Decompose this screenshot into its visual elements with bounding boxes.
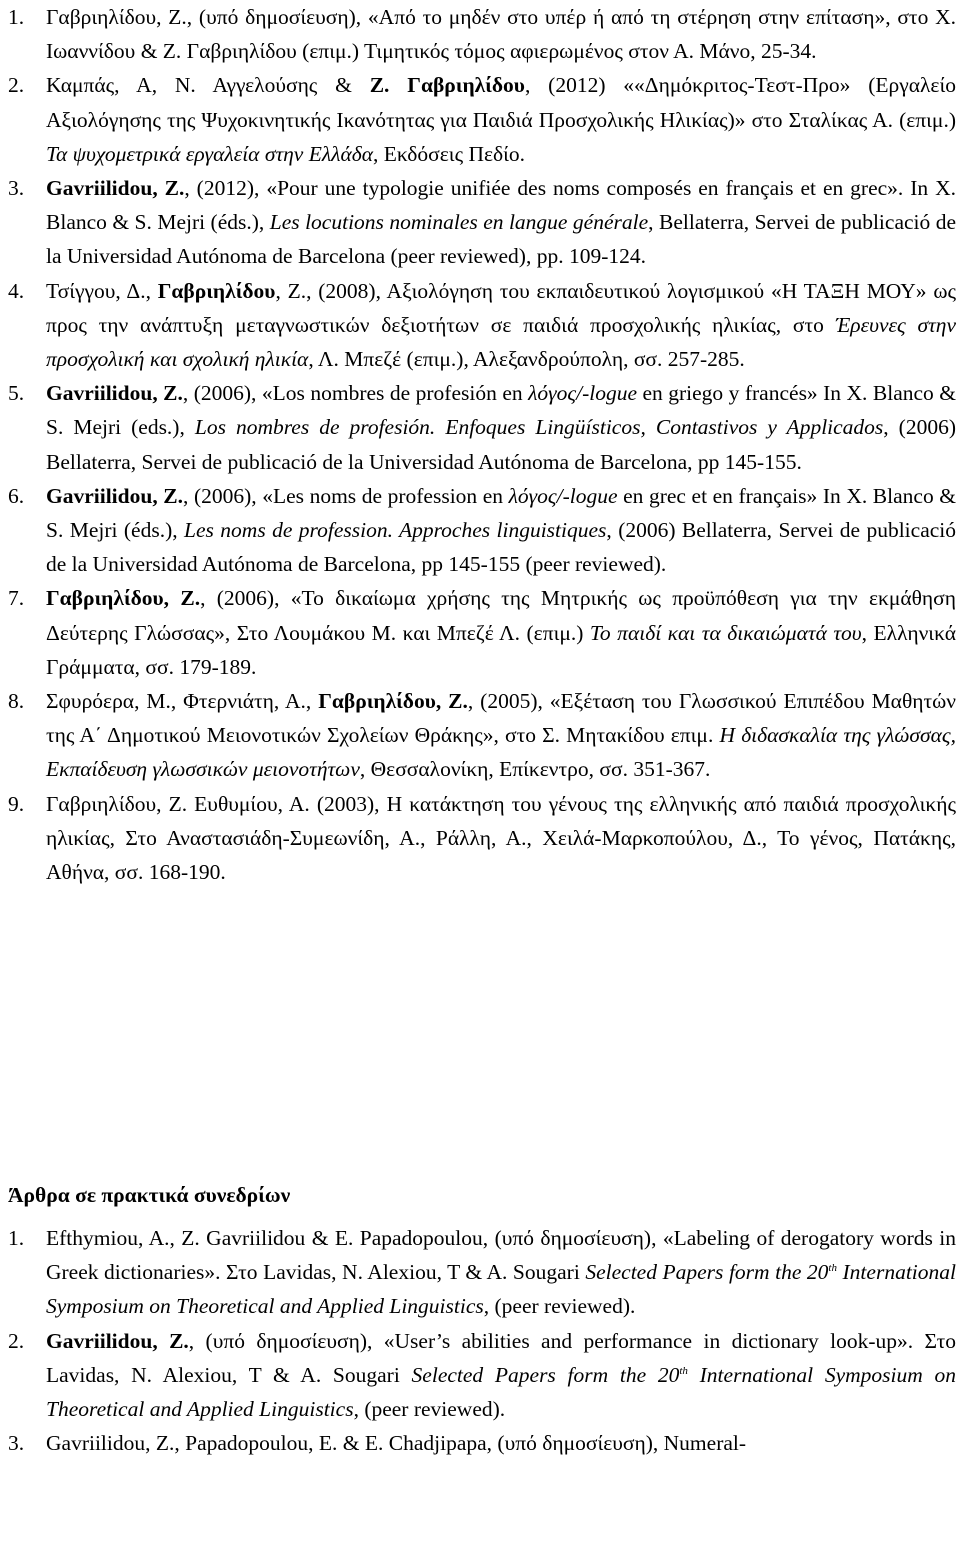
reference-number: 5. <box>8 381 25 406</box>
reference-text: , (2006), «Το δικαίωμα χρήσης της Μητρικής ως προϋπόθεση για την εκμάθηση Δεύτερης Γλώσσας», Στο Λουμάκου Μ. και Μπεζέ Λ. (επιμ.) <box>46 586 957 645</box>
reference-item <box>8 0 956 68</box>
publication-title: Το παιδί και τα δικαιώματά του <box>589 620 862 645</box>
reference-number: 9. <box>8 791 25 816</box>
reference-item <box>8 68 956 171</box>
reference-text: , (2006) Bellaterra, Servei de publicació de la Universidad Autónoma de Barcelona, pp 145-155 (peer reviewed). <box>46 518 957 577</box>
reference-item <box>8 1221 956 1324</box>
reference-number: 1. <box>8 1226 25 1250</box>
reference-text: Efthymiou, A., Z. Gavriilidou & E. Papadopoulou, (υπό δημοσίευση), «Labeling of derogatory words in Greek dictionaries». Στο Lavidas, N. Alexiou, T & A. Sougari <box>46 1226 956 1285</box>
reference-number: 1. <box>8 5 25 29</box>
publication-title: th <box>679 1364 688 1377</box>
author-name: Ζ. Γαβριηλίδου <box>369 73 525 98</box>
author-name: Gavriilidou, Z. <box>46 1328 189 1353</box>
reference-item <box>8 1426 956 1460</box>
reference-text: en grec et en français» In X. Blanco & S. Mejri (éds.), <box>46 483 956 543</box>
reference-text: , (2006), «Les noms de profession en <box>183 483 509 508</box>
reference-item <box>8 787 956 890</box>
reference-number: 7. <box>8 586 25 611</box>
reference-number: 3. <box>8 176 25 201</box>
reference-text: , Θεσσαλονίκη, Επίκεντρο, σσ. 351-367. <box>359 757 711 782</box>
publication-title: Les noms de profession. Approches linguistiques <box>184 518 607 543</box>
publication-title: λόγος/-logue <box>508 483 618 508</box>
reference-text: , (peer reviewed). <box>353 1397 506 1422</box>
reference-number: 2. <box>8 1328 25 1353</box>
reference-number: 4. <box>8 278 25 303</box>
reference-text: Γαβριηλίδου, Ζ., (υπό δημοσίευση), «Από το μηδέν στο υπέρ ή από τη στέρηση στην επίταση», στο Χ. Ιωαννίδου & Ζ. Γαβριηλίδου (επιμ.) Τιμητικός τόμος αφιερωμένος στον Α. Μάνο, 25-34. <box>46 5 956 64</box>
reference-text: en griego y francés» In X. Blanco & S. Mejri (eds.), <box>46 381 956 440</box>
publication-title: λόγος/-logue <box>528 381 638 406</box>
author-name: Gavriilidou, Z. <box>46 381 183 406</box>
publication-title: Έρευνες στην προσχολική και σχολική ηλικία <box>46 312 956 372</box>
reference-text: , Ζ., (2008), Αξιολόγηση του εκπαιδευτικού λογισμικού «Η ΤΑΞΗ ΜΟΥ» ως προς την ανάπτυξη μεταγνωστικών δεξιοτήτων σε παιδιά προσχολικής ηλικίας, στο <box>46 278 956 337</box>
publication-title: International Symposium on Theoretical and Applied Linguistics <box>46 1260 956 1319</box>
reference-text: Καμπάς, Α, Ν. Αγγελούσης & <box>46 73 370 98</box>
reference-item <box>8 376 956 479</box>
reference-list <box>8 1221 956 1460</box>
publication-title: Η διδασκαλία της γλώσσας, Εκπαίδευση γλωσσικών μειονοτήτων <box>46 723 957 782</box>
author-name: Γαβριηλίδου, Ζ. <box>318 689 468 714</box>
section-heading: Άρθρα σε πρακτικά συνεδρίων <box>8 1183 291 1207</box>
reference-text: Τσίγγου, Δ., <box>46 278 158 303</box>
publication-title: Los nombres de profesión. Enfoques Lingüísticos, Contastivos y Applicados <box>194 415 884 440</box>
reference-item <box>8 684 956 787</box>
publication-title: Les locutions nominales en langue générale <box>269 210 649 235</box>
reference-number: 3. <box>8 1431 25 1456</box>
reference-item <box>8 479 956 582</box>
reference-item <box>8 171 956 274</box>
reference-text: , (2006), «Los nombres de profesión en <box>182 381 529 406</box>
author-name: Γαβριηλίδου <box>157 278 276 303</box>
reference-text: , (peer reviewed). <box>483 1294 636 1319</box>
reference-text: Gavriilidou, Z., Papadopoulou, E. & E. Chadjipapa, (υπό δημοσίευση), Numeral- <box>46 1431 747 1456</box>
author-name: Gavriilidou, Z. <box>46 176 185 201</box>
publication-title: Τα ψυχομετρικά εργαλεία στην Ελλάδα <box>46 141 374 166</box>
publication-title: Selected Papers form the 20 <box>411 1362 680 1387</box>
reference-text: , (υπό δημοσίευση), «User’s abilities and performance in dictionary look-up». Στο Lavidas, N. Alexiou, T & A. Sougari <box>46 1328 957 1387</box>
reference-list <box>8 0 956 889</box>
reference-text: , Bellaterra, Servei de publicació de la Universidad Autónoma de Barcelona (peer reviewed), pp. 109-124. <box>46 210 957 269</box>
reference-text: Γαβριηλίδου, Ζ. Ευθυμίου, Α. (2003), Η κατάκτηση του γένους της ελληνικής από παιδιά προσχολικής ηλικίας, Στο Αναστασιάδη-Συμεωνίδη, Α., Ράλλη, Α., Χειλά-Μαρκοπούλου, Δ., Το γένος, Πατάκης, Αθήνα, σσ. 168-190. <box>46 791 956 885</box>
reference-item <box>8 274 956 377</box>
reference-text: , Ελληνικά Γράμματα, σσ. 179-189. <box>46 620 957 679</box>
reference-number: 6. <box>8 483 25 508</box>
reference-number: 8. <box>8 689 25 714</box>
publication-title: International Symposium on Theoretical and Applied Linguistics <box>46 1362 956 1422</box>
reference-text: , (2012) ««Δημόκριτος-Τεστ-Προ» (Εργαλείο Αξιολόγησης της Ψυχοκινητικής Ικανότητας για Παιδιά Προσχολικής Ηλικίας)» στο Σταλίκας Α. (επιμ.) <box>46 73 956 132</box>
reference-text: , (2005), «Εξέταση του Γλωσσικού Επιπέδου Μαθητών της Α΄ Δημοτικού Μειονοτικών Σχολείων Θράκης», στο Σ. Μητακίδου επιμ. <box>46 689 957 748</box>
reference-text: , (2012), «Pour une typologie unifiée des noms composés en français et en grec». In X. Blanco & S. Mejri (éds.), <box>46 176 956 235</box>
author-name: Gavriilidou, Z. <box>46 483 183 508</box>
publication-title: Selected Papers form the 20 <box>585 1260 829 1285</box>
reference-text: , Εκδόσεις Πεδίο. <box>373 141 526 166</box>
reference-text: Σφυρόερα, Μ., Φτερνιάτη, Α., <box>46 689 319 714</box>
reference-text: , Λ. Μπεζέ (επιμ.), Αλεξανδρούπολη, σσ. 257-285. <box>308 347 745 372</box>
author-name: Γαβριηλίδου, Ζ. <box>46 586 201 611</box>
reference-item <box>8 581 956 684</box>
reference-text: , (2006) Bellaterra, Servei de publicació de la Universidad Autónoma de Barcelona, pp 145-155. <box>46 415 956 474</box>
reference-item <box>8 1324 956 1427</box>
publication-title: th <box>828 1262 837 1275</box>
reference-number: 2. <box>8 73 25 98</box>
